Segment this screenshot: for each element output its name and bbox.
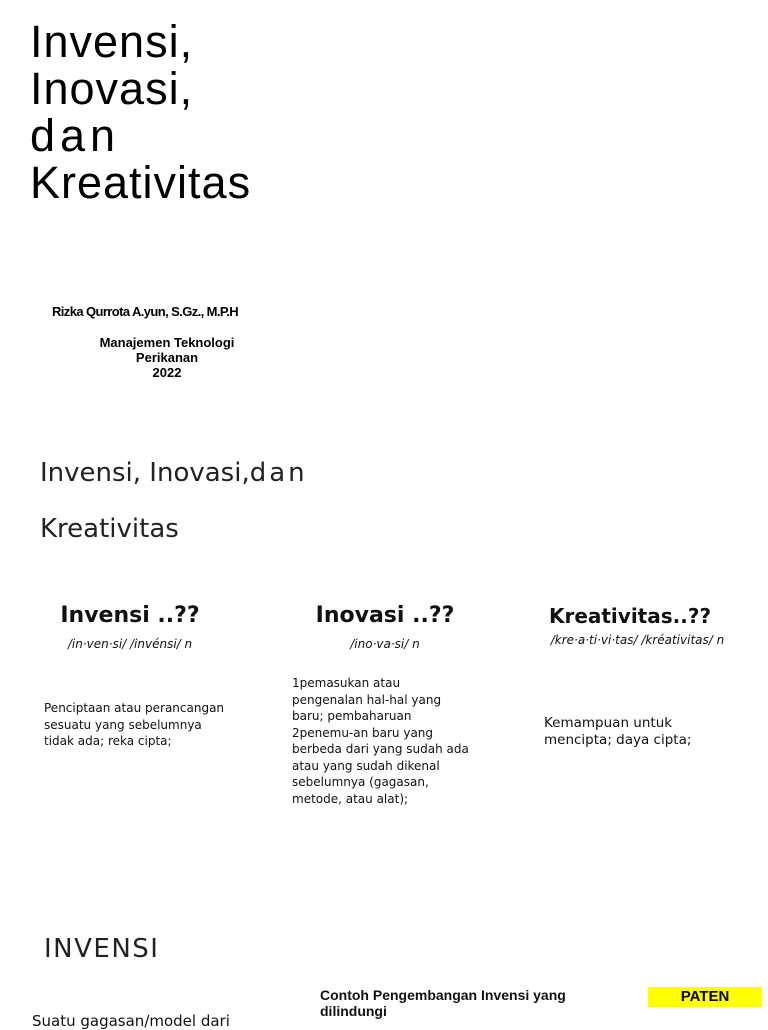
definition-line: metode, atau alat);: [292, 791, 409, 806]
definition-inovasi: [292, 675, 482, 807]
affiliation-line: Perikanan: [135, 350, 199, 365]
definition-kreativitas: [544, 715, 724, 749]
definition-line: berbeda dari yang sudah ada: [292, 742, 469, 756]
definition-invensi: [44, 700, 244, 750]
slide3-title: INVENSI: [44, 934, 160, 964]
slide3-subheading: [320, 987, 620, 1019]
slide3-body-text: Suatu gagasan/model dari: [32, 1012, 230, 1030]
definition-line: mencipta; daya cipta;: [544, 732, 692, 748]
definition-line: 1pemasukan atau: [292, 676, 401, 690]
subheading-line: dilindungi: [320, 1003, 387, 1019]
pronunciation-invensi: /in·ven·si/ /invénsi/ n: [67, 637, 193, 651]
definition-line: tidak ada; reka cipta;: [44, 734, 172, 748]
slide1-title-line: dan: [30, 110, 121, 161]
definition-line: sebelumnya (gagasan,: [292, 775, 429, 789]
pronunciation-kreativitas: /kre·a·ti·vi·tas/ /kréativitas/ n: [550, 633, 725, 647]
affiliation-year: 2022: [152, 365, 182, 380]
slide2-title-line: Kreativitas: [40, 514, 179, 544]
term-kreativitas: Kreativitas..??: [548, 604, 712, 628]
slide1-title-line: Inovasi,: [30, 63, 194, 114]
slide2-title: [40, 456, 308, 546]
author-name: Rizka Qurrota A.yun, S.Gz., M.P.H: [52, 304, 239, 319]
slide2-title-line: [40, 456, 308, 490]
slide1-title: [30, 18, 251, 206]
definition-line: Kemampuan untuk: [544, 715, 673, 731]
affiliation-line: Manajemen Teknologi: [99, 335, 235, 350]
affiliation: [80, 335, 254, 380]
term-invensi: Invensi ..??: [60, 603, 200, 628]
definition-line: Penciptaan atau perancangan: [44, 701, 225, 715]
definition-line: pengenalan hal-hal yang: [292, 692, 442, 707]
definition-line: atau yang sudah dikenal: [292, 758, 440, 773]
term-inovasi: Inovasi ..??: [315, 603, 455, 628]
paten-badge: PATEN: [648, 987, 762, 1007]
slide1-title-line: Invensi,: [30, 16, 194, 67]
definition-line: 2penemu-an baru yang: [292, 725, 434, 740]
slide1-title-line: Kreativitas: [30, 157, 252, 208]
definition-line: sesuatu yang sebelumnya: [44, 717, 202, 732]
slide2-title-part: dan: [249, 458, 308, 488]
subheading-line: Contoh Pengembangan Invensi yang: [320, 987, 566, 1003]
slide2-title-part: Invensi, Inovasi,: [40, 458, 250, 488]
pronunciation-inovasi: /ino·va·si/ n: [350, 637, 420, 651]
definition-line: baru; pembaharuan: [292, 709, 412, 723]
